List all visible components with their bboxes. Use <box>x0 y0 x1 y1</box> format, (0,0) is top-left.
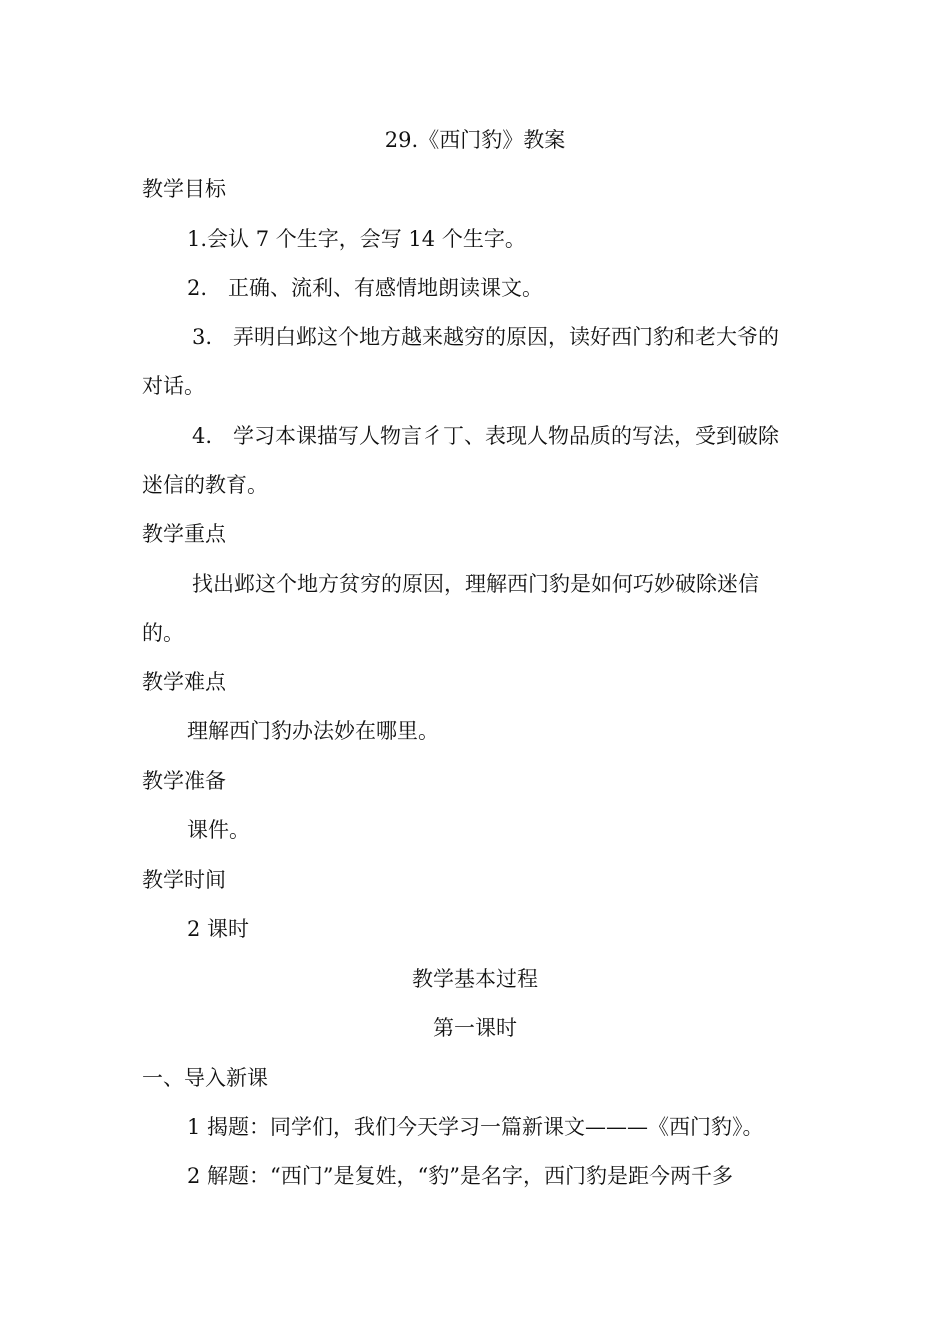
step-1: 1 揭题：同学们，我们今天学习一篇新课文———《西门豹》。 <box>187 1115 764 1139</box>
document-title: 29.《西门豹》教案 <box>384 128 566 152</box>
goals-heading: 教学目标 <box>142 177 226 201</box>
step-2: 2 解题：“西门”是复姓，“豹”是名字，西门豹是距今两千多 <box>187 1164 733 1188</box>
goal-item-3-line-1: 3. 弄明白邺这个地方越来越穷的原因，读好西门豹和老大爷的 <box>192 325 780 349</box>
preparation-heading: 教学准备 <box>142 769 226 793</box>
goal-item-4-line-1: 4. 学习本课描写人物言彳丁、表现人物品质的写法，受到破除 <box>192 424 780 448</box>
process-heading: 教学基本过程 <box>412 967 538 991</box>
key-points-line-2: 的。 <box>142 621 184 645</box>
time-heading: 教学时间 <box>142 868 226 892</box>
lesson-heading: 第一课时 <box>433 1016 517 1040</box>
time-text: 2 课时 <box>187 917 250 941</box>
difficult-points-text: 理解西门豹办法妙在哪里。 <box>187 719 439 743</box>
key-points-line-1: 找出邺这个地方贫穷的原因，理解西门豹是如何巧妙破除迷信 <box>192 572 759 596</box>
difficult-points-heading: 教学难点 <box>142 670 226 694</box>
preparation-text: 课件。 <box>187 818 250 842</box>
goal-item-1: 1.会认 7 个生字，会写 14 个生字。 <box>187 227 526 251</box>
section-heading-1: 一、导入新课 <box>142 1066 268 1090</box>
goal-item-4-line-2: 迷信的教育。 <box>142 473 268 497</box>
key-points-heading: 教学重点 <box>142 522 226 546</box>
goal-item-2: 2. 正确、流利、有感情地朗读课文。 <box>187 276 544 300</box>
goal-item-3-line-2: 对话。 <box>142 374 205 398</box>
